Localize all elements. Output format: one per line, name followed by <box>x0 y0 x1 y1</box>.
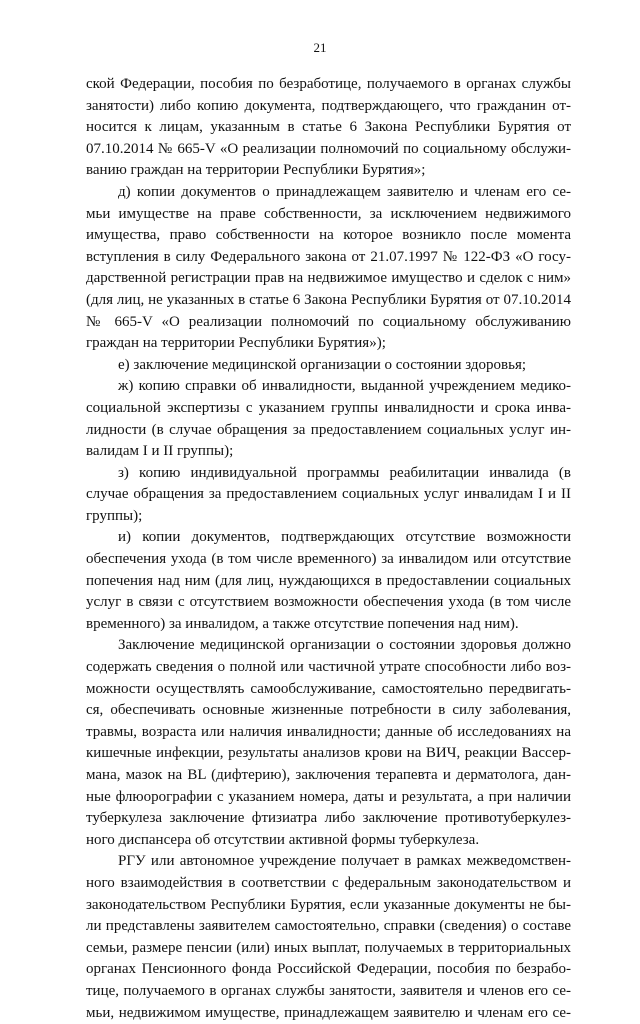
text-line: ской Федерации, пособия по безработице, получаемого в органах службы <box>86 76 571 92</box>
text-line: туберкулеза заключение фтизиатра либо заключение противотуберкулез- <box>86 810 571 827</box>
text-line: содержать сведения о полной или частичной утрате способности либо воз- <box>86 659 571 676</box>
text-line: семьи, размере пенсии (или) иных выплат, получаемых в территориальных <box>86 939 571 956</box>
text-line: обеспечения ухода (в том числе временного) за инвалидом или отсутствие <box>86 551 571 568</box>
text-line: ного взаимодействия в соответствии с федеральным законодательством и <box>86 874 571 891</box>
text-line: Заключение медицинской организации о состоянии здоровья должно <box>118 637 571 654</box>
text-line: мьи, недвижимом имуществе, принадлежащем заявителю и членам его се- <box>86 1004 571 1021</box>
text-line: 07.10.2014 № 665-V «О реализации полномочий по социальному обслужи- <box>86 140 571 157</box>
text-line: органах Пенсионного фонда Российской Федерации, пособия по безрабо- <box>86 961 571 978</box>
text-line: можности осуществлять самообслуживание, самостоятельно передвигать- <box>86 680 571 697</box>
text-line: травмы, возраста или наличия инвалидности; данные об исследованиях на <box>86 723 571 740</box>
text-line: группы); <box>86 507 143 524</box>
text-line: временного) за инвалидом, а также отсутствие попечения над ним). <box>86 615 519 632</box>
text-line: ного диспансера об отсутствии активной формы туберкулеза. <box>86 831 480 848</box>
text-line: № 665-V «О реализации полномочий по социальному обслуживанию <box>86 313 571 330</box>
text-line: попечения над ним (для лиц, нуждающихся в предоставлении социальных <box>86 572 571 589</box>
text-line: тице, получаемого в органах службы занятости, заявителя и членов его се- <box>86 982 571 999</box>
text-line: е) заключение медицинской организации о состоянии здоровья; <box>118 356 527 373</box>
text-line: услуг в связи с отсутствием возможности обеспечения ухода (в том числе <box>86 594 571 611</box>
text-line: лидности (в случае обращения за предоставлением социальных услуг ин- <box>86 421 571 438</box>
text-line: з) копию индивидуальной программы реабилитации инвалида (в <box>118 464 571 481</box>
text-line: ванию граждан на территории Республики Бурятия»; <box>86 162 426 179</box>
document-body <box>86 74 571 1024</box>
text-line: имущества, право собственности на которое возникло после момента <box>86 227 571 244</box>
text-line: социальной экспертизы с указанием группы инвалидности и срока инва- <box>86 399 571 416</box>
text-line: дарственной регистрации прав на недвижимое имущество и сделок с ним» <box>86 270 571 287</box>
text-line: валидам I и II группы); <box>86 443 234 460</box>
text-line: случае обращения за предоставлением социальных услуг инвалидам I и II <box>86 486 571 503</box>
text-line: законодательством Республики Бурятия, если указанные документы не бы- <box>86 896 571 913</box>
text-line: (для лиц, не указанных в статье 6 Закона Республики Бурятия от 07.10.2014 <box>86 291 571 308</box>
text-line: вступления в силу Федерального закона от 21.07.1997 № 122-ФЗ «О госу- <box>86 248 571 265</box>
text-line: мьи имуществе на праве собственности, за исключением недвижимого <box>86 205 571 222</box>
text-line: мана, мазок на BL (дифтерию), заключения терапевта и дерматолога, дан- <box>86 767 571 783</box>
text-line: кишечные инфекции, результаты анализов крови на ВИЧ, реакции Вассер- <box>86 745 571 762</box>
text-line: ж) копию справки об инвалидности, выданной учреждением медико- <box>118 378 571 395</box>
text-line: граждан на территории Республики Бурятия»); <box>86 335 386 352</box>
text-line: носится к лицам, указанным в статье 6 Закона Республики Бурятия от <box>86 119 571 136</box>
text-line: ли представлены заявителем самостоятельно, справки (сведения) о составе <box>86 918 571 935</box>
text-line: и) копии документов, подтверждающих отсутствие возможности <box>118 529 571 546</box>
text-line: ся, обеспечивать основные жизненные потребности в силу заболевания, <box>86 702 571 719</box>
text-line: ные флюорографии с указанием номера, даты и результата, а при наличии <box>86 788 571 805</box>
text-line: д) копии документов о принадлежащем заявителю и членам его се- <box>118 183 571 200</box>
text-line: РГУ или автономное учреждение получает в рамках межведомствен- <box>118 853 571 870</box>
text-line: занятости) либо копию документа, подтверждающего, что гражданин от- <box>86 97 571 114</box>
page-number: 21 <box>313 40 327 55</box>
